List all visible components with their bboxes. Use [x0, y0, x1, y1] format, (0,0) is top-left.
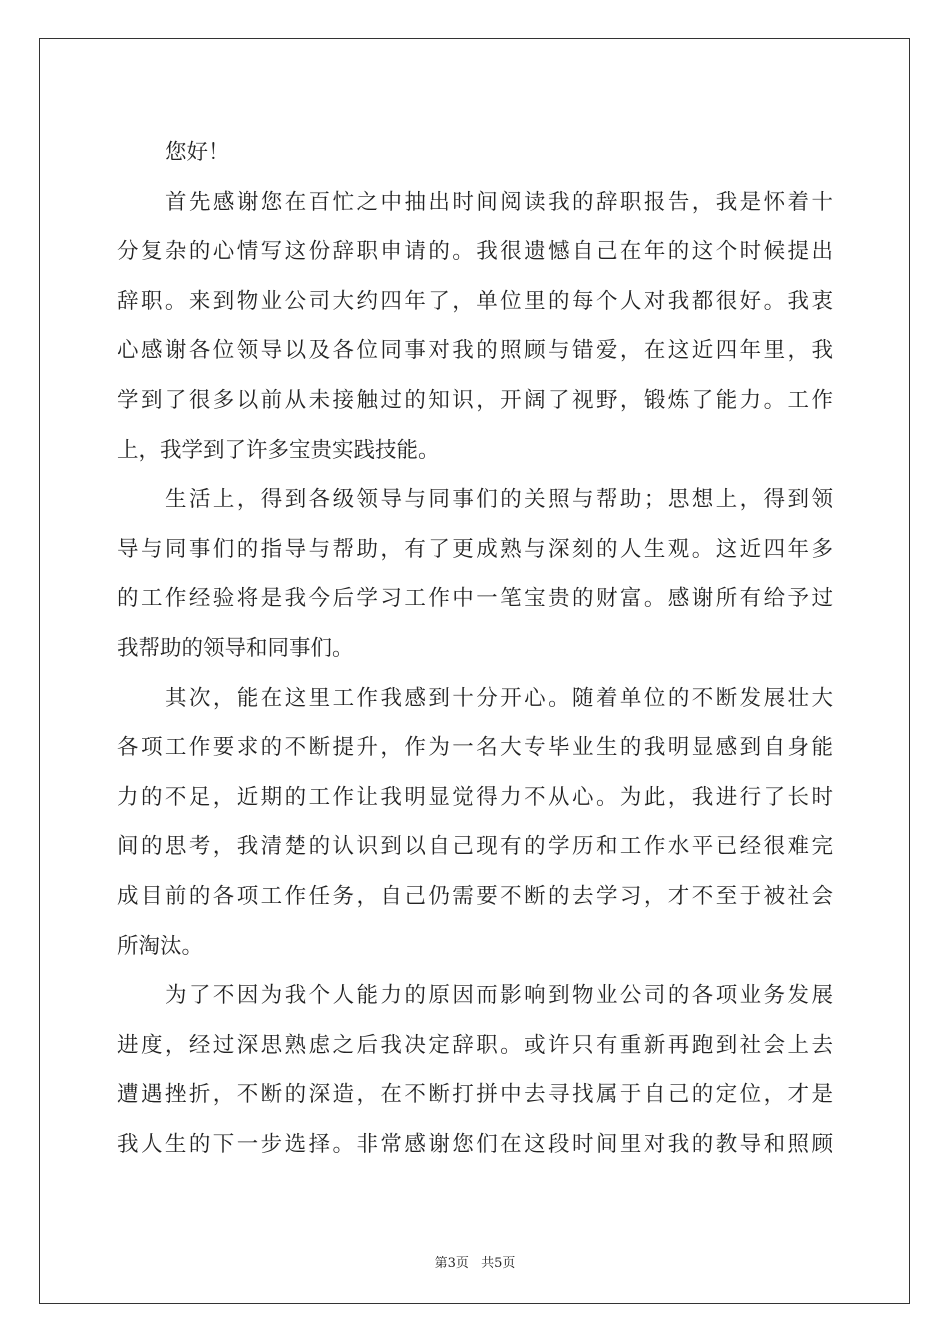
page-footer: [0, 1252, 950, 1271]
text-line: 学到了很多以前从未接触过的知识，开阔了视野，锻炼了能力。工作: [117, 387, 833, 413]
paragraph: [117, 674, 833, 972]
greeting: 您好！: [165, 140, 230, 165]
text-line: 其次，能在这里工作我感到十分开心。随着单位的不断发展壮大: [165, 685, 833, 711]
text-line: 分复杂的心情写这份辞职申请的。我很遗憾自己在年的这个时候提出: [117, 239, 833, 265]
text-line: 成目前的各项工作任务，自己仍需要不断的去学习，才不至于被社会: [117, 883, 833, 909]
text-line: 各项工作要求的不断提升，作为一名大专毕业生的我明显感到自身能: [117, 735, 833, 761]
text-line: 进度，经过深思熟虑之后我决定辞职。或许只有重新再跑到社会上去: [117, 1032, 833, 1058]
text-line: 遭遇挫折，不断的深造，在不断打拼中去寻找属于自己的定位，才是: [117, 1082, 833, 1108]
text-line: 生活上，得到各级领导与同事们的关照与帮助；思想上，得到领: [165, 487, 833, 513]
text-line: 上，我学到了许多宝贵实践技能。: [117, 437, 440, 463]
text-line: 间的思考，我清楚的认识到以自己现有的学历和工作水平已经很难完: [117, 834, 833, 860]
text-line: 导与同事们的指导与帮助，有了更成熟与深刻的人生观。这近四年多: [117, 536, 833, 562]
text-line: 为了不因为我个人能力的原因而影响到物业公司的各项业务发展: [165, 983, 833, 1009]
text-line: 我人生的下一步选择。非常感谢您们在这段时间里对我的教导和照顾: [117, 1131, 833, 1157]
text-line: 首先感谢您在百忙之中抽出时间阅读我的辞职报告，我是怀着十: [165, 189, 833, 215]
paragraph: [117, 971, 833, 1169]
page-number: 第3页: [434, 1256, 469, 1271]
paragraph: [117, 178, 833, 476]
text-line: 我帮助的领导和同事们。: [117, 635, 354, 661]
paragraph: [117, 475, 833, 673]
text-line: 力的不足，近期的工作让我明显觉得力不从心。为此，我进行了长时: [117, 784, 833, 810]
text-line: 的工作经验将是我今后学习工作中一笔宝贵的财富。感谢所有给予过: [117, 586, 833, 612]
page-total: 共5页: [481, 1256, 516, 1271]
text-line: 辞职。来到物业公司大约四年了，单位里的每个人对我都很好。我衷: [117, 288, 833, 314]
letter-body: [117, 128, 833, 1169]
text-line: 所淘汰。: [117, 933, 204, 959]
text-line: 心感谢各位领导以及各位同事对我的照顾与错爱，在这近四年里，我: [117, 338, 833, 364]
